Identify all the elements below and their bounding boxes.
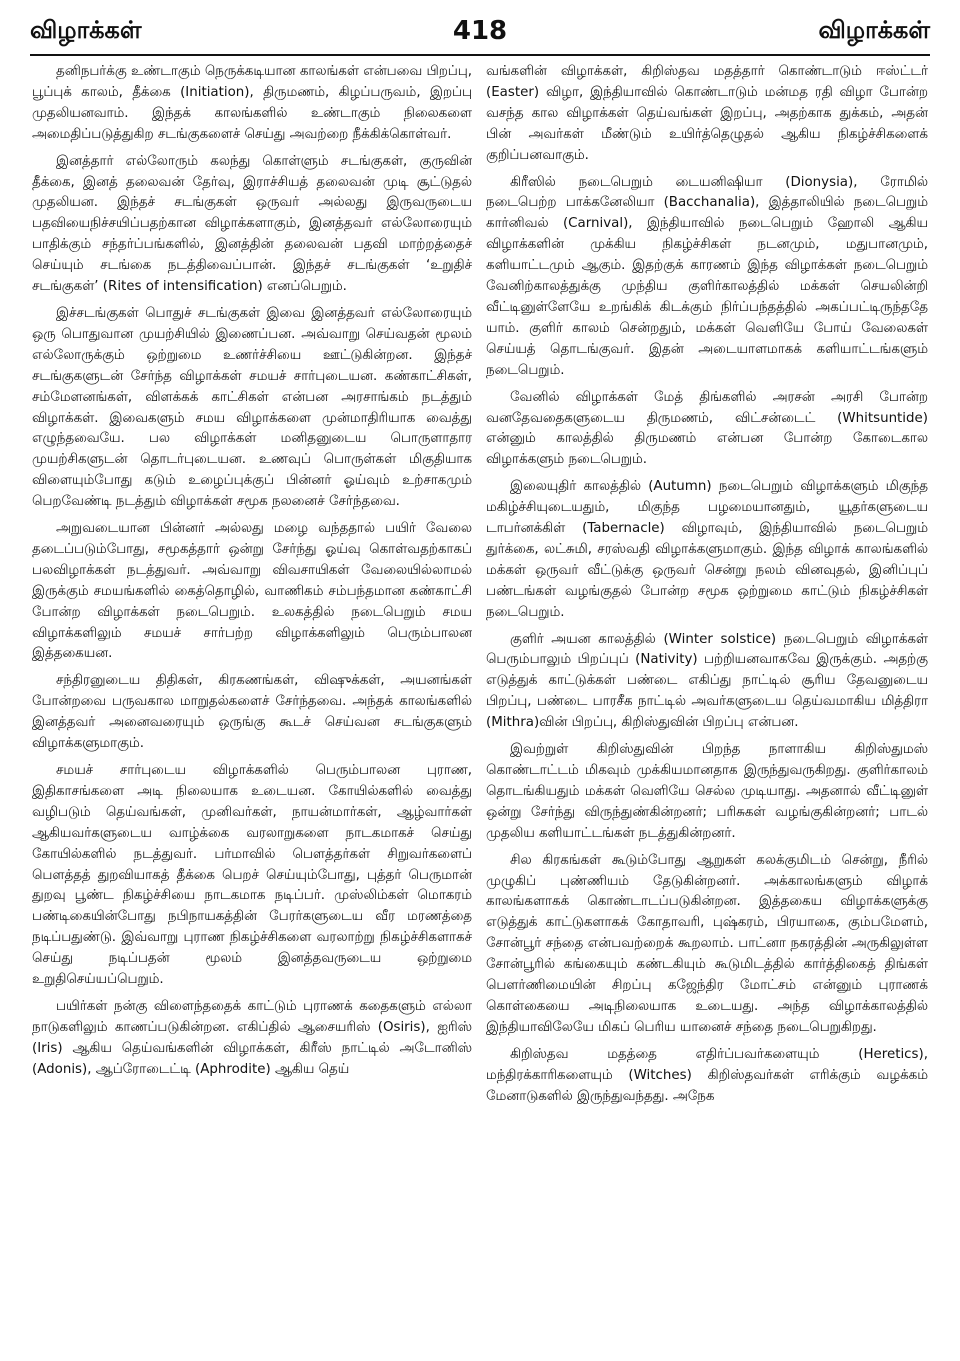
paragraph: அறுவடையான பின்னர் அல்லது மழை வந்ததால் பயிர் வேலை தடைப்படும்போது, சமூகத்தார் ஒன்று சேர்ந்து ஓய்வு கொள்வதற்காகப் பலவிழாக்கள் நடத்துவர். அவ்வாறு விவசாயிகள் வேலையில்லாமல் இருக்கும் சமயங்களில் கைத்தொழில், வாணிகம் சம்பந்தமான கண்காட்சி போன்ற விழாக்கள் நடைபெறும். உலகத்தில் நடைபெறும் சமய விழாக்களிலும் சமயச் சார்பற்ற விழாக்களிலும் பெரும்பாலன இத்தகையன. [32, 521, 472, 662]
left-column [32, 62, 472, 1355]
paragraph: குளிர் அயன காலத்தில் (Winter solstice) நடைபெறும் விழாக்கள் பெரும்பாலும் பிறப்புப் (Nativity) பற்றியனவாகவே இருக்கும். அதற்கு எடுத்துக் காட்டுக்கள் பண்டை எகிப்து நாட்டில் சூரிய தேவனுடைய பிறப்பு, பண்டை பாரசீக நாட்டில் அவர்களுடைய தெய்வமாகிய மித்திரா (Mithra)வின் பிறப்பு, கிறிஸ்துவின் பிறப்பு என்பன. [486, 631, 928, 731]
running-title-left: விழாக்கள் [30, 16, 142, 44]
paragraph: சந்திரனுடைய திதிகள், கிரகணங்கள், விஷுக்கள், அயனங்கள் போன்றவை பருவகால மாறுதல்களைச் சேர்ந்தவை. அந்தக் காலங்களில் இனத்தவர் அனைவரையும் ஒருங்கு கூடச் செய்வன சடங்குகளும் விழாக்களுமாகும். [32, 673, 472, 752]
header-rule [30, 54, 930, 56]
paragraph: பயிர்கள் நன்கு விளைந்ததைக் காட்டும் புராணக் கதைகளும் எல்லா நாடுகளிலும் காணப்படுகின்றன. எகிப்தில் ஆசையரிஸ் (Osiris), ஐரிஸ் (Iris) ஆகிய தெய்வங்களின் விழாக்கள், கிரீஸ் நாட்டில் அடோனிஸ் (Adonis), ஆப்ரோடைட்டி (Aphrodite) ஆகிய தெய் [32, 998, 472, 1077]
running-title-right: விழாக்கள் [818, 16, 930, 44]
paragraph: இலையுதிர் காலத்தில் (Autumn) நடைபெறும் விழாக்களும் மிகுந்த மகிழ்ச்சியுடையதும், மிகுந்த பழமையானதும், யூதர்களுடைய டாபர்னக்கிள் (Tabernacle) விழாவும், இந்தியாவில் நடைபெறும் துர்க்கை, லட்சுமி, சரஸ்வதி விழாக்களுமாகும். இந்த விழாக் காலங்களில் மக்கள் ஒருவர் வீட்டுக்கு ஒருவர் சென்று நலம் வினவுதல், இனிப்புப் பண்டங்கள் வழங்குதல் போன்ற சமூக ஒற்றுமை காட்டும் நிகழ்ச்சிகள் நடைபெறும். [486, 479, 928, 620]
paragraph: இனத்தார் எல்லோரும் கலந்து கொள்ளும் சடங்குகள், குருவின் தீக்கை, இனத் தலைவன் தேர்வு, இராச்சியத் தலைவன் முடி சூட்டுதல் முதலியன. இந்தச் சடங்குகள் ஒருவர் அல்லது இருவருடைய பதவியைநிச்சயிப்பதற்கான விழாக்களாகும், இனத்தவர் எல்லோரையும் பாதிக்கும் சந்தர்ப்பங்களில், இனத்தின் தலைவன் பதவி மாற்றத்தைச் செய்யும் சடங்கை நடத்திவைப்பான். இந்தச் சடங்குகள் ‘உறுதிச் சடங்குகள்’ (Rites of intensification) எனப்பெறும். [32, 153, 472, 295]
paragraph: சமயச் சார்புடைய விழாக்களில் பெரும்பாலன புராண, இதிகாசங்களை அடி நிலையாக உடையன. கோயில்களில் வைத்து வழிபடும் தெய்வங்கள், முனிவர்கள், நாயன்மார்கள், ஆழ்வார்கள் ஆகியவர்களுடைய வாழ்க்கை வரலாறுகளை நாடகமாகச் செய்து கோயில்களில் நடத்துவர். பர்மாவில் பௌத்தர்கள் சிறுவர்களைப் பௌத்தத் துறவியாகத் தீக்கை பெறச் செய்யும்போது, புத்தர் பெருமான் துறவு பூண்ட நிகழ்ச்சியை நாடகமாக நடிப்பர். முஸ்லிம்கள் மொகரம் பண்டிகையின்போது நபிநாயகத்தின் பேரர்களுடைய வீர மரணத்தை நடிப்பதுண்டு. இவ்வாறு புராண நிகழ்ச்சிகளை வரலாற்று நிகழ்ச்சிகளாகச் செய்து நடிப்பதன் மூலம் இனத்தவருடைய ஒற்றுமை உறுதிசெய்யப்பெறும். [32, 763, 472, 988]
paragraph: தனிநபர்க்கு உண்டாகும் நெருக்கடியான காலங்கள் என்பவை பிறப்பு, பூப்புக் காலம், தீக்கை (Initiation), திருமணம், கிழப்பருவம், இறப்பு முதலியனவாம். இந்தக் காலங்களில் உண்டாகும் நிலைகளை அமைதிப்படுத்துகிற சடங்குகளைச் செய்து அவற்றை நீக்கிக்கொள்வர். [32, 64, 472, 142]
paragraph: கிரீஸில் நடைபெறும் டையனிஷியா (Dionysia), ரோமில் நடைபெற்ற பாக்கனேலியா (Bacchanalia), இத்தாலியில் நடைபெறும் கார்னிவல் (Carnival), இந்தியாவில் நடைபெறும் ஹோலி ஆகிய விழாக்களின் முக்கிய நிகழ்ச்சிகள் நடனமும், மதுபானமும், களியாட்டமும் ஆகும். இதற்குக் காரணம் இந்த விழாக்கள் நடைபெறும் வேனிற்காலத்துக்கு முந்திய குளிர்காலத்தில் மக்கள் செயலின்றி வீட்டினுள்ளேயே உறங்கிக் கிடக்கும் நிர்ப்பந்தத்தில் அகப்பட்டிருந்ததே யாம். குளிர் காலம் சென்றதும், மக்கள் வெளியே போய் வேலைகள் செய்யத் தொடங்குவர். இதன் அடையாளமாகக் களியாட்டங்களும் நடைபெறும். [486, 174, 928, 378]
paragraph-continued: வங்களின் விழாக்கள், கிறிஸ்தவ மதத்தார் கொண்டாடும் ஈஸ்ட்டர் (Easter) விழா, இந்தியாவில் கொண்டாடும் மன்மத ரதி விழா போன்ற வசந்த கால விழாக்கள் தெய்வங்கள் இறப்பு, அதற்காக துக்கம், அதன் பின் அவர்கள் மீண்டும் உயிர்த்தெழுதல் ஆகிய நிகழ்ச்சிகளைக் குறிப்பனவாகும். [486, 64, 928, 163]
paragraph: வேனில் விழாக்கள் மேத் திங்களில் அரசன் அரசி போன்ற வனதேவதைகளுடைய திருமணம், விட்சன்டைட் (Whitsuntide) என்னும் காலத்தில் திருமணம் என்பன போன்ற கோடைகால விழாக்களும் நடைபெறும். [486, 389, 928, 468]
page-header [30, 16, 930, 52]
paragraph: இவற்றுள் கிறிஸ்துவின் பிறந்த நாளாகிய கிறிஸ்துமஸ் கொண்டாட்டம் மிகவும் முக்கியமானதாக இருந்துவருகிறது. குளிர்காலம் தொடங்கியதும் மக்கள் வெளியே செல்ல முடியாது. அதனால் வீட்டினுள் ஒன்று சேர்ந்து விருந்துண்கின்றனர்; பரிசுகள் வழங்குகின்றனர்; பாடல் முதலிய களியாட்டங்கள் நடத்துகின்றனர். [486, 742, 928, 841]
right-column [486, 62, 928, 1355]
page-number: 418 [452, 16, 508, 46]
paragraph: கிறிஸ்தவ மதத்தை எதிர்ப்பவர்களையும் (Heretics), மந்திரக்காரிகளையும் (Witches) கிறிஸ்தவர்கள் எரிக்கும் வழக்கம் மேனாடுகளில் இருந்துவந்தது. அநேக [486, 1046, 928, 1104]
paragraph: சில கிரகங்கள் கூடும்போது ஆறுகள் கலக்குமிடம் சென்று, நீரில் முழுகிப் புண்ணியம் தேடுகின்றனர். அக்காலங்களும் விழாக் காலங்களாகக் கொண்டாடப்படுகின்றன. இத்தகைய விழாக்களுக்கு எடுத்துக் காட்டுகளாகக் கோதாவரி, புஷ்கரம், பிரயாகை, கும்பமேளம், சோன்பூர் சந்தை என்பவற்றைக் கூறலாம். பாட்னா நகரத்தின் அருகிலுள்ள சோன்பூரில் கங்கையும் கண்டகியும் கூடுமிடத்தில் கார்த்திகைத் திங்கள் பௌர்ணிமையின் சிறப்பு கஜேந்திர மோட்சம் என்னும் புராணக் கொள்கையை அடிநிலையாக உடையது. அந்த விழாக்காலத்தில் இந்தியாவிலேயே மிகப் பெரிய யானைச் சந்தை நடைபெறுகிறது. [486, 852, 928, 1035]
paragraph: இச்சடங்குகள் பொதுச் சடங்குகள் இவை இனத்தவர் எல்லோரையும் ஒரு பொதுவான முயற்சியில் இணைப்பன. அவ்வாறு செய்வதன் மூலம் எல்லோருக்கும் ஒற்றுமை உணர்ச்சியை ஊட்டுகின்றன. இந்தச் சடங்குகளுடன் சேர்ந்த விழாக்கள் சமயச் சார்புடையன. கண்காட்சிகள், சம்மேளனங்கள், விளக்கக் காட்சிகள் என்பன அரசாங்கம் நடத்தும் விழாக்கள். இவைகளும் சமய விழாக்களை முன்மாதிரியாக வைத்து எழுந்தவையே. பல விழாக்கள் மனிதனுடைய பொருளாதார முயற்சிகளுடன் தொடர்புடையன. உணவுப் பொருள்கள் மிகுதியாக விளையும்போது கடும் உழைப்புக்குப் பின்னர் ஓய்வும் உற்சாகமும் பெறவேண்டி நடத்தும் விழாக்கள் சமூக நலனைச் சேர்ந்தவை. [32, 305, 472, 510]
